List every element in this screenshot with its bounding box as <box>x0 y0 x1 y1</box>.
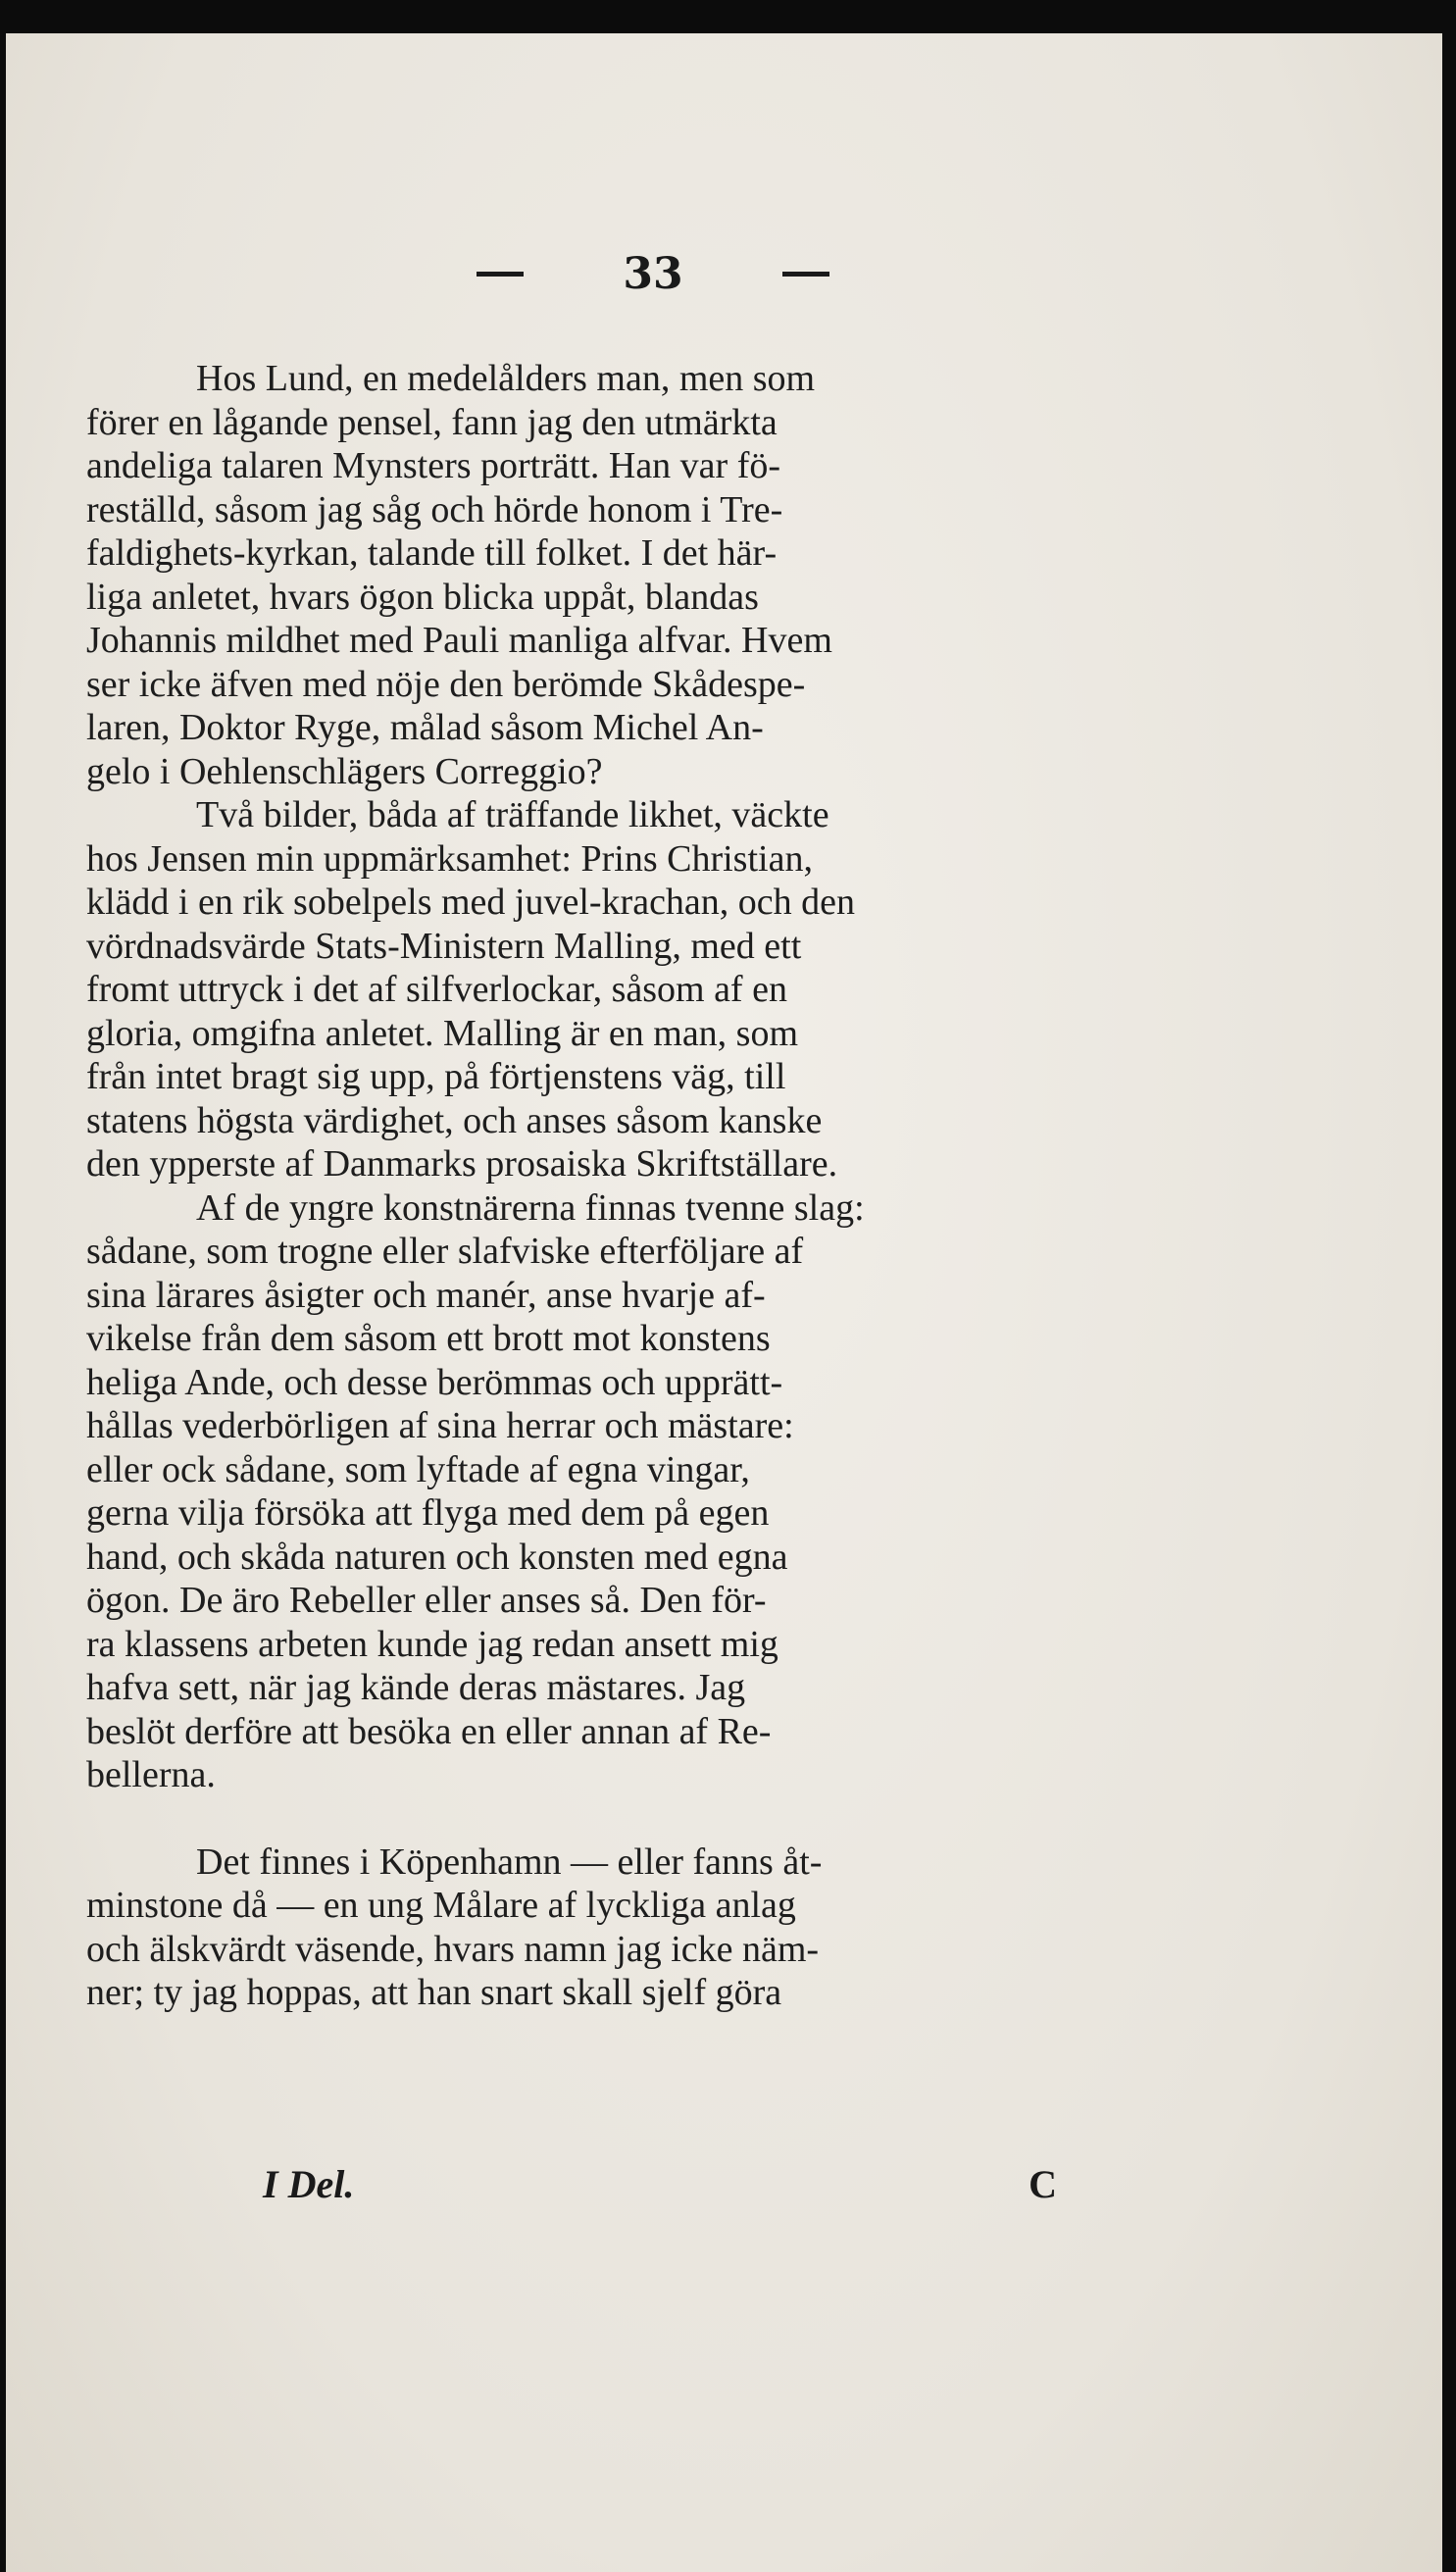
text-line: minstone då — en ung Målare af lyckliga anlag <box>86 1885 796 1926</box>
text-line: beslöt derföre att besöka en eller annan af Re- <box>86 1710 772 1752</box>
text-line: bellerna. <box>86 1754 216 1795</box>
text-line: från intet bragt sig upp, på förtjenstens väg, till <box>86 1056 786 1097</box>
text-line: reställd, såsom jag såg och hörde honom i Tre- <box>86 488 783 530</box>
text-line: ner; ty jag hoppas, att han snart skall sjelf göra <box>86 1972 782 2013</box>
text-line: heliga Ande, och desse berömmas och upprätt- <box>86 1361 783 1403</box>
body-text <box>86 357 1165 2015</box>
text-line: klädd i en rik sobelpels med juvel-krachan, och den <box>86 882 856 923</box>
text-line: vikelse från dem såsom ett brott mot konstens <box>86 1318 771 1359</box>
text-line: fromt uttryck i det af silfverlockar, såsom af en <box>86 969 787 1010</box>
text-line: Johannis mildhet med Pauli manliga alfvar. Hvem <box>86 620 832 661</box>
text-line: sina lärares åsigter och manér, anse hvarje af- <box>86 1274 766 1316</box>
text-line: och älskvärdt väsende, hvars namn jag icke näm- <box>86 1928 820 1970</box>
text-line: ögon. De äro Rebeller eller anses så. Den för- <box>86 1580 767 1621</box>
text-line: den ypperste af Danmarks prosaiska Skriftställare. <box>86 1143 838 1185</box>
text-line: andeliga talaren Mynsters porträtt. Han var fö- <box>86 445 781 486</box>
text-line: Af de yngre konstnärerna finnas tvenne slag: <box>196 1186 865 1229</box>
left-dash <box>477 272 524 277</box>
text-line: hos Jensen min uppmärksamhet: Prins Christian, <box>86 837 813 880</box>
text-line: gerna vilja försöka att flyga med dem på egen <box>86 1492 770 1534</box>
text-line: sådane, som trogne eller slafviske efterföljare af <box>86 1231 804 1272</box>
book-page <box>6 33 1442 2572</box>
page-footer <box>263 2161 1057 2207</box>
text-line: gelo i Oehlenschlägers Correggio? <box>86 750 603 792</box>
text-line: Det finnes i Köpenhamn — eller fanns åt- <box>196 1841 823 1883</box>
text-line: hafva sett, när jag kände deras mästares. Jag <box>86 1667 746 1708</box>
volume-signature: I Del. <box>263 2162 355 2206</box>
text-line: Två bilder, båda af träffande likhet, väckte <box>196 794 829 835</box>
text-line: förer en lågande pensel, fann jag den utmärkta <box>86 401 778 443</box>
text-line: ser icke äfven med nöje den berömde Skådespe- <box>86 663 806 705</box>
text-line: gloria, omgifna anletet. Malling är en man, som <box>86 1012 799 1054</box>
text-line: laren, Doktor Ryge, målad såsom Michel An- <box>86 707 764 748</box>
text-line: statens högsta värdighet, och anses såsom kanske <box>86 1099 823 1141</box>
text-line: Hos Lund, en medelålders man, men som <box>196 358 816 399</box>
text-line: vördnadsvärde Stats-Ministern Malling, med ett <box>86 925 802 967</box>
text-line: faldighets-kyrkan, talande till folket. I det här- <box>86 532 778 574</box>
text-line: ra klassens arbeten kunde jag redan ansett mig <box>86 1623 778 1665</box>
page-header <box>477 249 829 299</box>
text-line: liga anletet, hvars ögon blicka uppåt, blandas <box>86 576 759 618</box>
page-number: 33 <box>623 249 683 299</box>
right-dash <box>782 272 829 277</box>
sheet-mark: C <box>1029 2162 1057 2206</box>
text-line: hållas vederbörligen af sina herrar och mästare: <box>86 1405 794 1446</box>
paragraph-gap <box>86 1797 1165 1841</box>
text-line: eller ock sådane, som lyftade af egna vingar, <box>86 1448 750 1490</box>
text-line: hand, och skåda naturen och konsten med egna <box>86 1536 788 1578</box>
